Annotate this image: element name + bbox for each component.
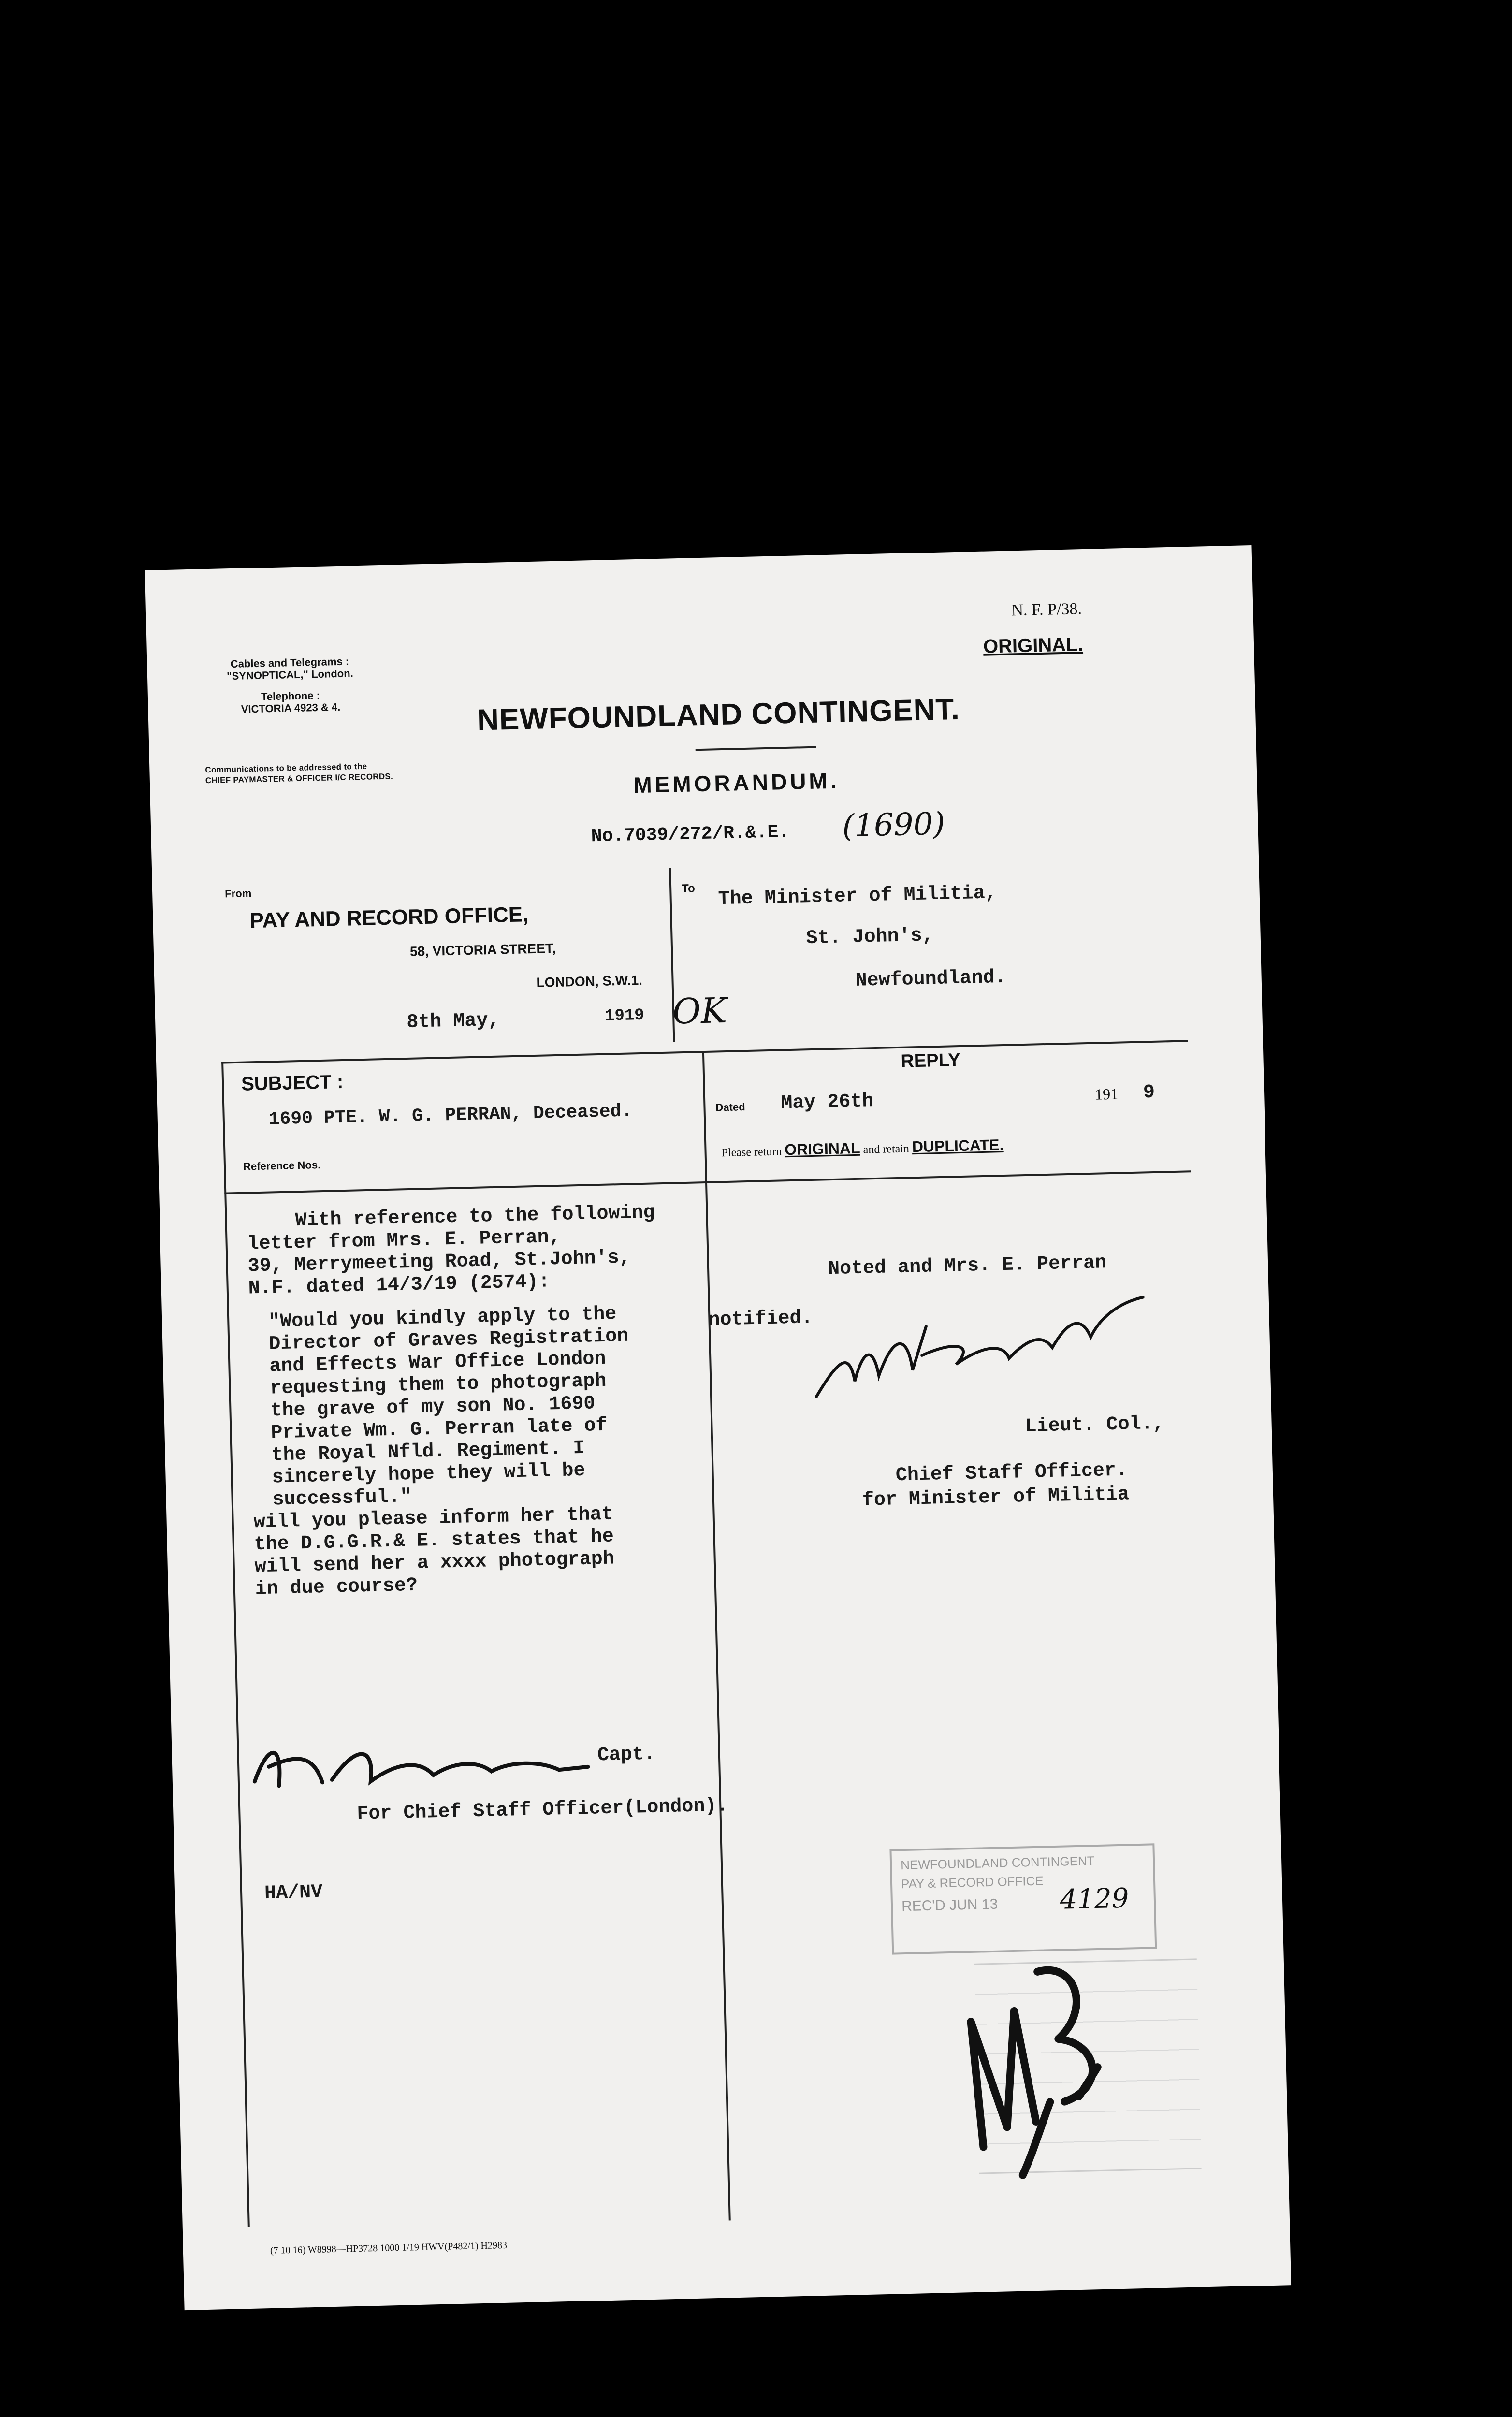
to-line1: The Minister of Militia, [718,882,997,911]
cables-block [210,655,371,716]
right-signature-name [810,1292,1150,1411]
body-line-9: requesting them to photograph [269,1370,607,1400]
subject-top-rule [221,1040,1188,1063]
reply-title1: Chief Staff Officer. [895,1459,1128,1487]
body-line-15: will you please inform her that [253,1503,614,1534]
center-divider [702,1051,731,2220]
from-office: PAY AND RECORD OFFICE, [249,903,529,933]
body-line-1: With reference to the following [295,1202,655,1232]
body-line-3: 39, Merrymeeting Road, St.John's, [247,1247,631,1278]
stamp-line3: REC'D JUN 13 [901,1896,998,1915]
return-instruction [721,1136,1004,1160]
subject-text: 1690 PTE. W. G. PERRAN, Deceased. [268,1101,633,1130]
body-line-10: the grave of my son No. 1690 [270,1393,596,1422]
stamp-line2: PAY & RECORD OFFICE [901,1873,1044,1892]
stamp-line1: NEWFOUNDLAND CONTINGENT [900,1853,1095,1873]
form-number: N. F. P/38. [1011,600,1082,620]
return-original: ORIGINAL [784,1139,860,1159]
reply-line1: Noted and Mrs. E. Perran [828,1252,1107,1281]
to-line3: Newfoundland. [855,966,1007,992]
telephone-label: Telephone : [261,689,320,703]
reply-title2: for Minister of Militia [862,1484,1130,1512]
from-date: 8th May, [406,1009,500,1034]
body-line-14: successful." [272,1485,412,1511]
typist-initials: HA/NV [264,1881,323,1905]
year-suffix: 9 [1143,1081,1155,1104]
document-title: NEWFOUNDLAND CONTINGENT. [477,692,960,737]
stamp-handwritten-number: 4129 [1060,1882,1130,1916]
left-margin-rule [221,1062,250,2227]
left-signature-name [249,1730,598,1796]
body-left-text [247,1202,663,1601]
body-line-7: Director of Graves Registration [268,1325,629,1355]
memorandum-subtitle: MEMORANDUM. [633,768,840,798]
dated-label: Dated [715,1101,745,1114]
body-line-2: letter from Mrs. E. Perran, [247,1226,561,1255]
body-line-12: the Royal Nfld. Regiment. I [271,1437,585,1467]
year-prefix: 191 [1094,1085,1119,1103]
reply-rank: Lieut. Col., [1025,1412,1165,1438]
from-city: LONDON, S.W.1. [536,972,643,990]
title-rule [696,746,816,751]
body-line-4: N.F. dated 14/3/19 (2574): [248,1271,551,1300]
communications-line1: Communications to be addressed to the [205,761,367,775]
body-line-17: will send her a xxxx photograph [254,1548,615,1578]
reply-line2: notified. [708,1307,814,1331]
subject-label: SUBJECT : [241,1071,344,1095]
reference-number: No.7039/272/R.&.E. [591,821,790,847]
initials-scribble-text [950,1941,1130,2196]
left-signature-rank: Capt. [597,1743,656,1767]
cables-line1: Cables and Telegrams : [230,655,349,670]
to-line2: St. John's, [806,925,934,950]
from-street: 58, VICTORIA STREET, [409,940,556,959]
body-line-11: Private Wm. G. Perran late of [271,1414,608,1444]
to-label: To [681,882,696,895]
body-line-13: sincerely hope they will be [272,1459,586,1489]
return-duplicate: DUPLICATE. [912,1136,1004,1156]
print-code: (7 10 16) W8998—HP3728 1000 1/19 HWV(P482/1) H2983 [270,2240,508,2257]
communications-line2: CHIEF PAYMASTER & OFFICER I/C RECORDS. [205,772,393,786]
subject-bottom-rule [224,1170,1191,1194]
reference-nos-label: Reference Nos. [243,1159,321,1173]
left-signature-title: For Chief Staff Officer(London). [356,1795,728,1825]
reference-handwritten: (1690) [842,806,945,844]
memorandum-sheet [145,545,1291,2310]
from-year: 1919 [604,1006,645,1026]
return-prefix: Please return [721,1145,782,1160]
reply-label: REPLY [900,1050,961,1072]
original-label: ORIGINAL. [983,634,1084,657]
ok-initials: OK [672,990,727,1032]
return-mid: and retain [863,1142,910,1156]
body-line-8: and Effects War Office London [269,1348,606,1378]
cables-line2: "SYNOPTICAL," London. [226,667,354,683]
body-line-6: "Would you kindly apply to the [268,1303,617,1333]
body-line-16: the D.G.G.R.& E. states that he [254,1526,614,1556]
body-line-18: in due course? [255,1574,418,1601]
telephone-number: VICTORIA 4923 & 4. [241,700,341,715]
dated-value: May 26th [780,1091,874,1115]
communications-note [205,760,393,786]
from-label: From [224,887,252,900]
